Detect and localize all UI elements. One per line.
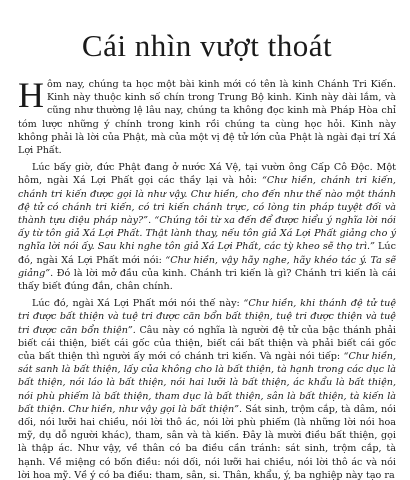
p2-quote-2: “Chư hiền, vậy hãy nghe, hãy khéo tác ý. Ta sẽ giảng”.	[18, 254, 396, 279]
p3-quote-2: “Chư hiền, sát sanh là bất thiện, lấy của không cho là bất thiện, tà hạnh trong các dục là bất thiện, nói láo là bất thiện, nói hai lưỡi là bất thiện, ác khẩu là bất thiện, nói phù phiếm là bất thiện, tham dục là bất thiện, sân là bất thiện, tà kiến là bất thiện. Chư hiền, như vậy gọi là bất thiện”.	[18, 351, 397, 415]
p3-text-2: Câu này có nghĩa là người đệ tử của bậc thánh phải biết cái thiện, biết cái gốc của thiện, biết cái bất thiện và phải biết cái gốc của bất thiện thì người ấy mới có chánh tri kiến. Và ngài nói tiếp:	[18, 324, 396, 363]
paragraph-1-text: ôm nay, chúng ta học một bài kinh mới có tên là kinh Chánh Tri Kiến. Kinh này thuộc kinh số chín trong Trung Bộ kinh. Kinh này dài lắm, và cũng như thường lệ lâu nay, chúng ta không đọc kinh mà Pháp Hòa chỉ tóm lược những ý chính trong kinh rồi chúng ta cùng học hỏi. Kinh này không phải là lời của Phật, mà của một vị đệ tử lớn của Phật là ngài đại trí Xá Lợi Phất.	[18, 79, 396, 157]
p3-text-3: Sát sinh, trộm cắp, tà dâm, nói dối, nói lưỡi hai chiều, nói lời thô ác, nói lời phù phiếm (là những lời nói hoa mỹ, dụ dỗ người khác), tham, sân và tà kiến. Đây là mười điều bất thiện, gọi là thập ác. Như vậy, về thân có ba điều cần tránh: sát sinh, trộm cắp, tà hạnh. Về miệng có bốn điều: nói dối, nói lưỡi hai chiều, nói lời thô ác và nói lời hoa mỹ. Về ý có ba điều: tham, sân, si. Thân, khẩu, ý, ba nghiệp này tạo ra	[18, 403, 396, 480]
drop-cap: H	[18, 75, 44, 115]
p2-text-2: Lúc đó, ngài Xá Lợi Phất mới nói:	[18, 241, 396, 266]
p2-text-1: Lúc bấy giờ, đức Phật đang ở nước Xá Vệ, tại vườn ông Cấp Cô Độc. Một hôm, ngài Xá Lợi Phất gọi các thầy lại và hỏi:	[18, 162, 396, 187]
p2-text-3: Đó là lời mở đầu của kinh. Chánh tri kiến là gì? Chánh tri kiến là cái thấy biết đúng đắn, chân chính.	[18, 267, 396, 293]
page-title: Cái nhìn vượt thoát	[81, 28, 333, 63]
paragraph-3	[18, 297, 396, 480]
p3-quote-1: “Chư hiền, khi thánh đệ tử tuệ tri được bất thiện và tuệ tri được căn bổn bất thiện, tuệ tri được thiện và tuệ tri được căn bổn thiện”.	[18, 298, 397, 336]
p2-quote-1: “Chư hiền, chánh tri kiến, chánh tri kiến được gọi là như vậy. Chư hiền, cho đến như thế nào một thánh đệ tử có chánh tri kiến, có tri kiến chánh trực, có lòng tin pháp tuyệt đối và thành tựu diệu pháp này?”. “Chúng tôi từ xa đến để được hiểu ý nghĩa lời nói ấy từ tôn giả Xá Lợi Phất. Thật lành thay, nếu tôn giả Xá Lợi Phất giảng cho ý nghĩa lời nói ấy. Sau khi nghe tôn giả Xá Lợi Phất, các tỳ kheo sẽ thọ trì.”	[18, 175, 396, 253]
paragraph-2	[18, 161, 396, 293]
p3-text-1: Lúc đó, ngài Xá Lợi Phất mới nói thế này:	[32, 298, 244, 310]
paragraph-1	[18, 75, 396, 157]
